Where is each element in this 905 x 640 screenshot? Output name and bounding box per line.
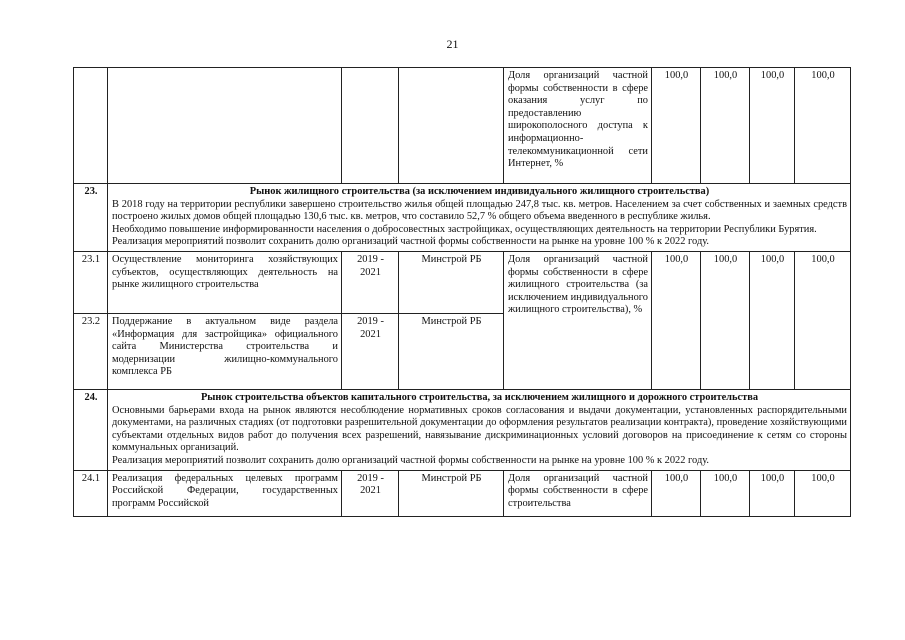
measure-cell: Реализация федеральных целевых программ Российской Федерации, государственных программ Российской (108, 470, 342, 516)
period-cell: 2019 - 2021 (342, 251, 399, 313)
section-row (74, 389, 851, 470)
section-number: 23. (74, 184, 108, 252)
period-cell: 2019 - 2021 (342, 313, 399, 389)
section-row (74, 184, 851, 252)
section-content (108, 389, 851, 470)
executor-cell: Минстрой РБ (399, 470, 504, 516)
value-2019: 100,0 (652, 68, 701, 184)
value-2019: 100,0 (652, 470, 701, 516)
row-number: 23.2 (74, 313, 108, 389)
value-2021: 100,0 (750, 470, 795, 516)
value-2020: 100,0 (701, 251, 750, 389)
value-2021: 100,0 (750, 68, 795, 184)
table-row (74, 251, 851, 313)
period-cell: 2019 - 2021 (342, 470, 399, 516)
value-2021: 100,0 (750, 251, 795, 389)
cell-empty (342, 68, 399, 184)
measure-cell: Поддержание в актуальном виде раздела «Информация для застройщика» официального сайта Министерства строительства и модернизации жилищно-коммунального комплекса РБ (108, 313, 342, 389)
row-number: 23.1 (74, 251, 108, 313)
section-paragraph: Основными барьерами входа на рынок являются несоблюдение нормативных сроков согласования и выдачи документации, установленных распорядительными документами, на различных стадиях (от подготовки разрешительной документации до оформления результатов реализации контракта), проведение хозяйствующими субъектами отдельных видов работ до получения всех разрешений, навязывание дискриминационных условий договоров на присоединение к сетям со стороны коммунальных организаций. (112, 404, 847, 454)
section-paragraph: Реализация мероприятий позволит сохранить долю организаций частной формы собственности на рынке на уровне 100 % к 2022 году. (112, 236, 709, 248)
table-row (74, 68, 851, 184)
cell-empty (399, 68, 504, 184)
section-number: 24. (74, 389, 108, 470)
section-content (108, 184, 851, 252)
table-row (74, 470, 851, 516)
section-title: Рынок жилищного строительства (за исключением индивидуального жилищного строительства) (249, 186, 710, 197)
value-2020: 100,0 (701, 68, 750, 184)
indicator-cell: Доля организаций частной формы собственности в сфере жилищного строительства (за исключением индивидуального жилищного строительства), % (504, 251, 652, 389)
cell-empty (108, 68, 342, 184)
executor-cell: Минстрой РБ (399, 313, 504, 389)
indicator-cell: Доля организаций частной формы собственности в сфере оказания услуг по предоставлению широкополосного доступа к информационно-телекоммуникационной сети Интернет, % (504, 68, 652, 184)
measures-table (73, 67, 851, 517)
cell-empty (74, 68, 108, 184)
indicator-cell: Доля организаций частной формы собственности в сфере строительства (504, 470, 652, 516)
value-2022: 100,0 (795, 251, 851, 389)
value-2020: 100,0 (701, 470, 750, 516)
value-2022: 100,0 (795, 68, 851, 184)
section-paragraph: Реализация мероприятий позволит сохранить долю организаций частной формы собственности на рынке на уровне 100 % к 2022 году. (112, 454, 709, 466)
value-2022: 100,0 (795, 470, 851, 516)
executor-cell: Минстрой РБ (399, 251, 504, 313)
section-title: Рынок строительства объектов капитального строительства, за исключением жилищного и дорожного строительства (200, 391, 759, 403)
row-number: 24.1 (74, 470, 108, 516)
section-paragraph: Необходимо повышение информированности населения о добросовестных застройщиках, осуществляющих деятельность на территории Республики Бурятия. (112, 223, 817, 235)
value-2019: 100,0 (652, 251, 701, 389)
page-number: 21 (446, 37, 459, 51)
section-paragraph: В 2018 году на территории республики завершено строительство жилья общей площадью 247,8 тыс. кв. метров. Населением за счет собственных и заемных средств построено жилых домов общей площадью 130,6 тыс. кв. метров, что составило 52,7 % общего объема введенного в республике жилья. (112, 198, 847, 223)
measure-cell: Осуществление мониторинга хозяйствующих субъектов, осуществляющих деятельность на рынке жилищного строительства (108, 251, 342, 313)
